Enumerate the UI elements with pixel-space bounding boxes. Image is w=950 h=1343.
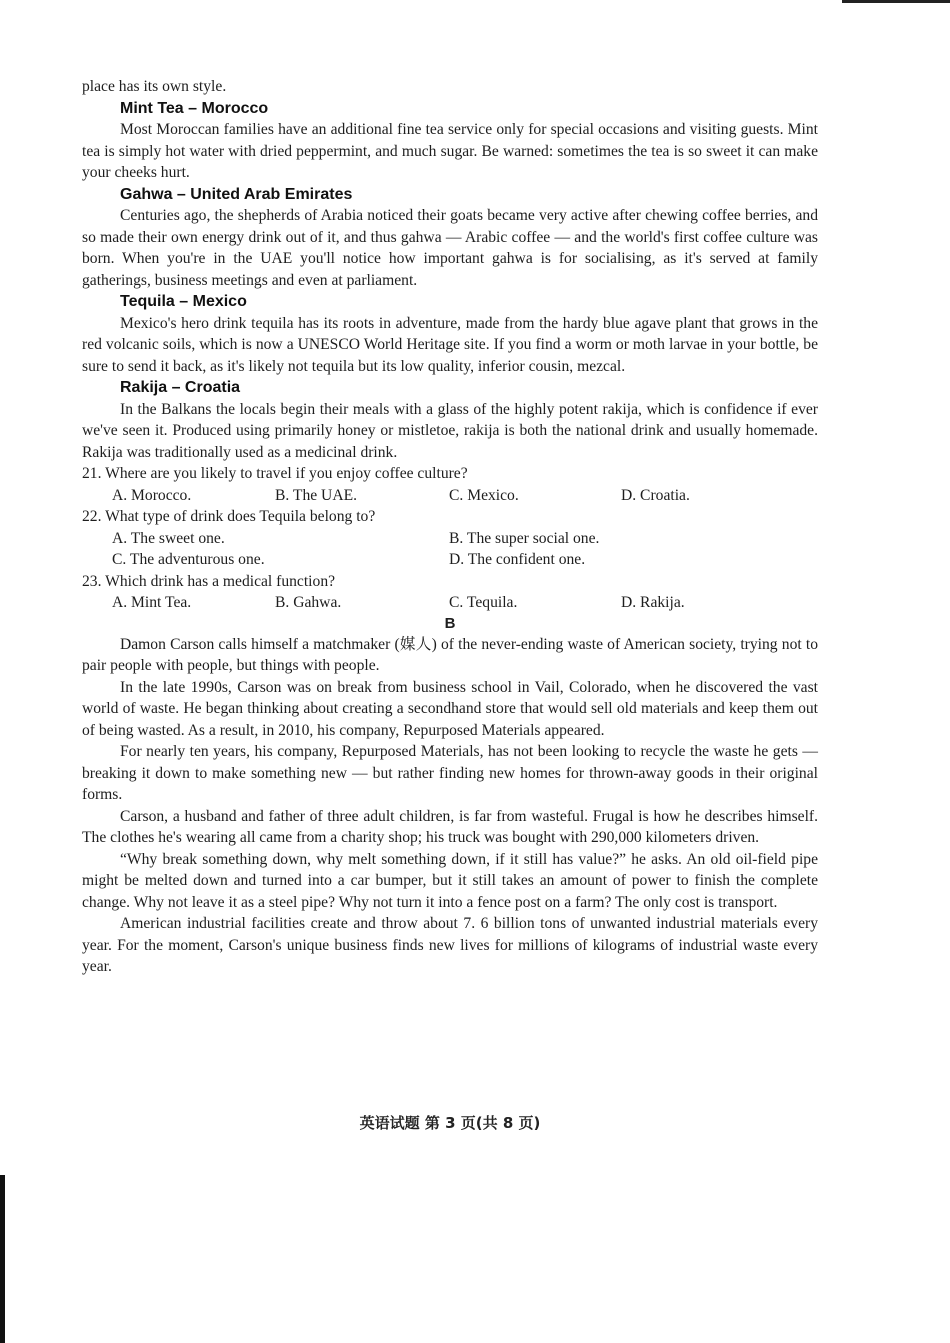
- top-edge-rule: [842, 0, 950, 3]
- option-21-c: C. Mexico.: [449, 486, 519, 504]
- passage-b-paragraph-5: “Why break something down, why melt something down, if it still has value?” he asks. An old oil-field pipe might be melted down and turned into a car bumper, but it still takes an amount of power to finish the complete change. Why not leave it as a steel pipe? Why not turn it into a fence post on a farm? The only cost is transport.: [82, 850, 818, 911]
- drink-heading-tequila: Tequila – Mexico: [120, 293, 247, 310]
- passage-b-paragraph-1: Damon Carson calls himself a matchmaker (媒人) of the never-ending waste of American society, trying not to pair people with people, but things with people.: [82, 635, 818, 674]
- option-22-d: D. The confident one.: [449, 551, 586, 568]
- passage-b-paragraph-6: American industrial facilities create and throw about 7. 6 billion tons of unwanted industrial materials every year. For the moment, Carson's unique business finds new lives for millions of kilograms of industrial waste every year.: [82, 915, 818, 975]
- question-22-stem: 22. What type of drink does Tequila belong to?: [82, 508, 376, 525]
- option-23-d: D. Rakija.: [621, 594, 685, 611]
- page-footer: 英语试题 第 3 页(共 8 页): [359, 1114, 541, 1132]
- question-22-options: [112, 528, 818, 571]
- intro-tail: place has its own style.: [82, 78, 227, 95]
- drink-heading-mint-tea: Mint Tea – Morocco: [120, 99, 269, 117]
- option-23-a: A. Mint Tea.: [112, 594, 192, 611]
- option-23-b: B. Gahwa.: [275, 594, 342, 611]
- option-21-b: B. The UAE.: [275, 486, 358, 504]
- exam-page: [82, 76, 818, 978]
- option-22-b: B. The super social one.: [449, 529, 600, 547]
- passage-b-paragraph-3: For nearly ten years, his company, Repurposed Materials, has not been looking to recycle the waste he gets — breaking it down to make something new — but rather finding new homes for thrown-away goods in their original forms.: [82, 743, 818, 803]
- scan-edge-shadow: [0, 1175, 5, 1343]
- drink-heading-gahwa: Gahwa – United Arab Emirates: [120, 185, 353, 203]
- passage-b-paragraph-4: Carson, a husband and father of three adult children, is far from wasteful. Frugal is how he describes himself. The clothes he's wearing all came from a charity shop; his truck was bought with 290,000 kilometers driven.: [82, 807, 818, 846]
- question-21-stem: 21. Where are you likely to travel if you enjoy coffee culture?: [82, 465, 468, 482]
- section-b-label: B: [444, 614, 456, 632]
- option-22-c: C. The adventurous one.: [112, 551, 265, 568]
- option-21-d: D. Croatia.: [621, 486, 690, 504]
- question-23-stem: 23. Which drink has a medical function?: [82, 572, 336, 590]
- question-23-options: [112, 592, 818, 614]
- drink-text-mint-tea: Most Moroccan families have an additional fine tea service only for special occasions and visiting guests. Mint tea is simply hot water with dried peppermint, and much sugar. Be warned: sometimes the tea is so sweet it can make your cheeks hurt.: [82, 121, 818, 181]
- drink-heading-rakija: Rakija – Croatia: [120, 379, 241, 396]
- option-22-a: A. The sweet one.: [112, 529, 225, 547]
- drink-text-gahwa: Centuries ago, the shepherds of Arabia noticed their goats became very active after chewing coffee berries, and so made their own energy drink out of it, and thus gahwa — Arabic coffee — and the world's first coffee culture was born. When you're in the UAE you'll notice how important gahwa is for socialising, as it's served at family gatherings, business meetings and even at parliament.: [82, 207, 818, 289]
- question-21-options: [112, 485, 818, 507]
- option-21-a: A. Morocco.: [112, 486, 192, 504]
- option-23-c: C. Tequila.: [449, 594, 518, 611]
- passage-b-paragraph-2: In the late 1990s, Carson was on break from business school in Vail, Colorado, when he discovered the vast world of waste. He began thinking about creating a secondhand store that would sell old materials and keep them out of being wasted. As a result, in 2010, his company, Repurposed Materials appeared.: [82, 678, 818, 739]
- drink-text-tequila: Mexico's hero drink tequila has its roots in adventure, made from the hardy blue agave plant that grows in the red volcanic soils, which is now a UNESCO World Heritage site. If you find a worm or moth larvae in your bottle, be sure to send it back, as it's likely not tequila but its low quality, inferior cousin, mezcal.: [82, 314, 818, 375]
- drink-text-rakija: In the Balkans the locals begin their meals with a glass of the highly potent rakija, which is confidence if ever we've seen it. Produced using primarily honey or mistletoe, rakija is both the national drink and usually homemade. Rakija was traditionally used as a medicinal drink.: [82, 400, 818, 461]
